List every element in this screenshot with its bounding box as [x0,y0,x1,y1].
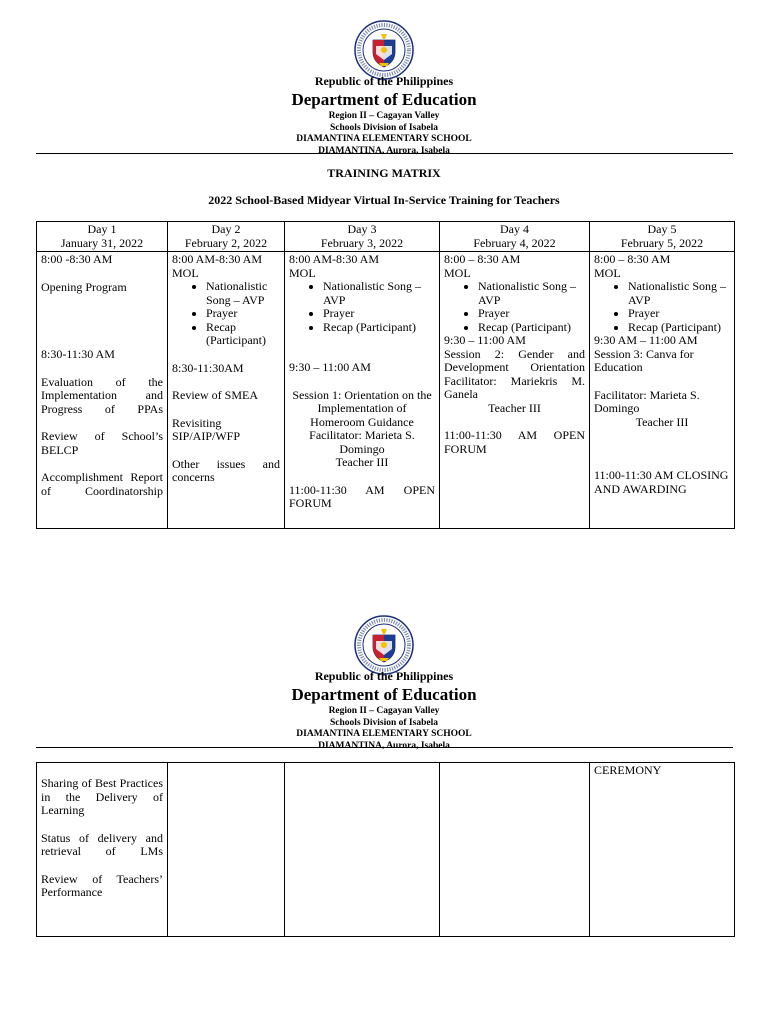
letterhead [0,73,768,157]
open-forum: 11:00-11:30 AM OPEN FORUM [444,428,585,456]
day3-cell [285,252,440,529]
school-address: DIAMANTINA, Aurora, Isabela [318,145,450,156]
day2-cell [168,252,285,529]
time-slot: 8:00 – 8:30 AM [444,252,521,266]
day-header: Day 5 February 5, 2022 [590,222,735,252]
document-subtitle: 2022 School-Based Midyear Virtual In-Service Training for Teachers [208,193,560,207]
closing-program: CEREMONY [594,763,662,777]
list-item: • Recap (Participant) [206,321,280,348]
training-matrix-table-continued [36,762,735,937]
list-item: • Prayer [323,307,435,321]
day-header-row [37,222,735,252]
mol-label: MOL [594,265,621,280]
day-header: Day 1 January 31, 2022 [37,222,168,252]
training-matrix-table [36,221,735,529]
document-title: TRAINING MATRIX [327,166,441,180]
activity: Status of delivery and retrieval of LMs [41,830,163,858]
facilitator-position: Teacher III [335,455,389,469]
schedule-row [37,763,735,937]
time-slot: 9:30 – 11:00 AM [444,333,526,347]
mol-list [289,280,435,334]
day5-cell [590,763,735,937]
mol-list [172,280,280,348]
list-item: • Nationalistic Song – AVP [206,280,280,307]
activity: Revisiting SIP/AIP/WFP [172,415,241,443]
activity: Review of Teachers’ Performance [41,871,163,899]
day1-cell [37,252,168,529]
session-title: Session 1: Orientation on the Implementation of Homeroom Guidance [292,387,432,429]
list-item: • Recap (Participant) [478,321,585,335]
open-forum: 11:00-11:30 AM OPEN FORUM [289,482,435,510]
day1-cell [37,763,168,937]
day2-cell [168,763,285,937]
facilitator: Facilitator: Marieta S. Domingo [309,428,415,456]
time-slot: 9:30 AM – 11:00 AM [594,333,698,347]
time-slot: 8:00 AM-8:30 AM [172,252,263,266]
division-text: Schools Division of Isabela [330,717,438,728]
mol-label: MOL [444,265,471,280]
letterhead [0,668,768,752]
day4-cell [440,252,590,529]
time-slot: 8:00 – 8:30 AM [594,252,671,266]
activity: Sharing of Best Practices in the Delivery of Learning [41,776,163,817]
facilitator: Facilitator: Mariekris M. Ganela [444,373,585,401]
list-item: • Recap (Participant) [323,321,435,335]
school-name: DIAMANTINA ELEMENTARY SCHOOL [296,729,472,739]
time-slot: 8:30-11:30AM [172,360,244,375]
mol-label: MOL [172,265,199,280]
day4-cell [440,763,590,937]
day3-cell [285,763,440,937]
day5-cell [590,252,735,529]
school-address: DIAMANTINA, Aurora, Isabela [318,740,450,751]
session-title: Session 3: Canva for Education [594,346,694,374]
division-text: Schools Division of Isabela [330,122,438,133]
department-title: Department of Education [291,90,477,109]
republic-text: Republic of the Philippines [314,74,454,88]
activity: Evaluation of the Implementation and Progress of PPAs [41,374,163,416]
header-divider [36,747,733,748]
mol-list [444,280,585,334]
region-text: Region II – Cagayan Valley [328,111,440,121]
list-item: • Nationalistic Song – AVP [628,280,730,307]
activity: Review of School’s BELCP [41,429,163,457]
day-header: Day 4 February 4, 2022 [440,222,590,252]
school-name: DIAMANTINA ELEMENTARY SCHOOL [296,134,472,144]
header-divider [36,153,733,154]
deped-seal-logo [354,615,414,675]
closing-program: 11:00-11:30 AM CLOSING AND AWARDING [594,468,729,496]
schedule-row [37,252,735,529]
day-header: Day 3 February 3, 2022 [285,222,440,252]
department-title: Department of Education [291,685,477,704]
time-slot: 8:00 -8:30 AM [41,252,113,266]
activity: Review of SMEA [172,388,258,402]
mol-list [594,280,730,334]
session-title: Session 2: Gender and Development Orientation [444,346,585,374]
deped-seal-logo [354,20,414,80]
list-item: • Prayer [206,307,280,321]
day-header: Day 2 February 2, 2022 [168,222,285,252]
activity: Opening Program [41,279,127,294]
mol-label: MOL [289,265,316,280]
list-item: • Prayer [628,307,730,321]
region-text: Region II – Cagayan Valley [328,706,440,716]
facilitator-position: Teacher III [488,400,541,415]
time-slot: 9:30 – 11:00 AM [289,360,371,374]
activity: Accomplishment Report of Coordinatorship [41,470,163,498]
list-item: • Nationalistic Song – AVP [478,280,585,307]
republic-text: Republic of the Philippines [314,669,454,683]
activity: Other issues and concerns [172,456,280,484]
list-item: • Nationalistic Song – AVP [323,280,435,307]
list-item: • Prayer [478,307,585,321]
facilitator: Facilitator: Marieta S. Domingo [594,387,700,415]
list-item: • Recap (Participant) [628,321,730,335]
time-slot: 8:00 AM-8:30 AM [289,252,380,266]
time-slot: 8:30-11:30 AM [41,347,115,361]
facilitator-position: Teacher III [635,414,689,429]
